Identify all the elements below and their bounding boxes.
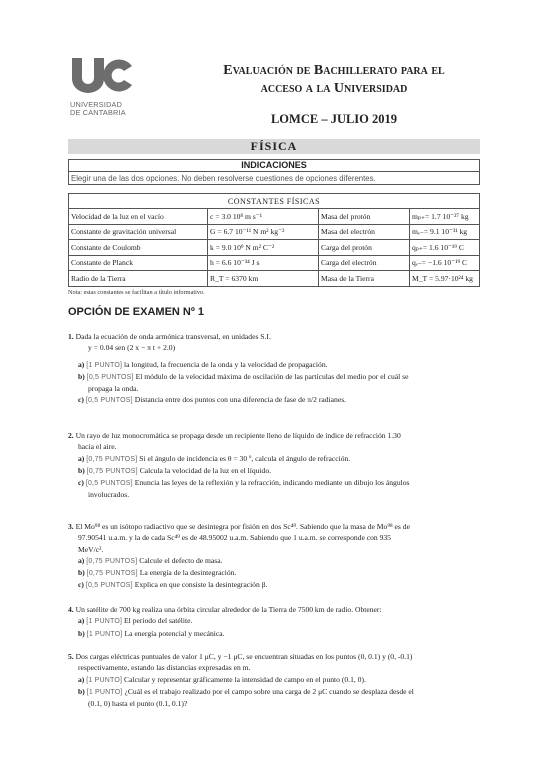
q1-c: Distancia entre dos puntos con una diferencia de fase de π/2 radianes. <box>134 395 347 405</box>
table-cell: R_T = 6370 km <box>208 271 319 287</box>
q2-c-cont: involucrados. <box>88 490 130 500</box>
title-line2: acceso a la Universidad <box>260 81 408 96</box>
q1-b: El módulo de la velocidad máxima de oscilación de las partículas del medio por el cuál se <box>135 371 409 381</box>
points-label: [1 PUNTO] <box>86 688 123 696</box>
points-label: [0,5 PUNTOS] <box>85 397 133 405</box>
logo-text <box>70 101 134 117</box>
q3-stem-cont: 97.90541 u.a.m. y la de cada Sc⁴⁹ es de 48.95002 u.a.m. Sabiendo que 1 u.a.m. se corresponde con 935 <box>78 533 391 543</box>
q4-stem: Un satélite de 700 kg realiza una órbita circular alrededor de la Tierra de 7500 km de radio. Obtener: <box>75 605 382 614</box>
uc-logo-mark <box>70 57 134 93</box>
q1-equation: y = 0.04 sen (2 x − π t + 2.0) <box>88 343 176 353</box>
table-cell: Constante de Coulomb <box>69 240 208 256</box>
table-cell: Masa de la Tierra <box>319 271 410 287</box>
question-5: 5. Dos cargas eléctricas puntuales de valor 1 μC, y −1 μC, se encuentran situadas en los puntos (0, 0.1) y (0, -0.1) respectivamente, estando las distancias expresadas en m. a) [1 PUNTO] Calcular y representar gráficamente la intensidad de campo en el punto (0.1, 0). b) [1 PUNTO] ¿Cuál es el trabajo realizado por el campo sobre una carga de 2 μC cuando se desplaza desde el (0.1, 0) hasta el punto (0.1, 0.1)? <box>68 651 482 709</box>
points-label: [0,75 PUNTOS] <box>86 455 138 463</box>
table-row <box>69 240 480 256</box>
q3-c: Explica en que consiste la desintegración β. <box>134 580 268 590</box>
table-cell: G = 6.7 10⁻¹¹ N m² kg⁻² <box>208 224 319 240</box>
q2-c: Enuncia las leyes de la reflexión y la refracción, indicando mediante un dibujo los ángulos <box>134 478 410 488</box>
table-row <box>69 271 480 287</box>
question-1: 1. Dada la ecuación de onda armónica transversal, en unidades S.I. y = 0.04 sen (2 x − π t + 2.0) a) [1 PUNTO] la longitud, la frecuencia de la onda y la velocidad de propagación. b) [0,5 PUNTOS] El módulo de la velocidad máxima de oscilación de las partículas del medio por el cuál se propaga la onda. c) [0,5 PUNTOS] Distancia entre dos puntos con una diferencia de fase de π/2 radianes. <box>68 331 482 407</box>
table-row <box>69 224 480 240</box>
points-label: [0,5 PUNTOS] <box>85 582 133 590</box>
table-cell: k = 9.0 10⁹ N m² C⁻² <box>208 240 319 256</box>
table-cell: Masa del protón <box>319 209 410 225</box>
q5-a: Calcular y representar gráficamente la intensidad de campo en el punto (0.1, 0). <box>124 674 366 684</box>
title-line1: Evaluación de Bachillerato para el <box>223 63 445 78</box>
question-2: 2. Un rayo de luz monocromática se propaga desde un recipiente lleno de líquido de índice de refracción 1.30 hacia el aire. a) [0,75 PUNTOS] Si el ángulo de incidencia es θ = 30 º, calcula el ángulo de refracción. b) [0,75 PUNTOS] Calcula la velocidad de la luz en el líquido. c) [0,5 PUNTOS] Enuncia las leyes de la reflexión y la refracción, indicando mediante un dibujo los ángulos involucrados. <box>68 430 482 501</box>
question-3: 3. El Mo⁹⁸ es un isótopo radiactivo que se desintegra por fisión en dos Sc⁴⁹. Sabiendo que la masa de Mo⁹⁸ es de 97.90541 u.a.m. y la de cada Sc⁴⁹ es de 48.95002 u.a.m. Sabiendo que 1 u.a.m. se corresponde con 935 MeV/c². a) [0,75 PUNTOS] Calcule el defecto de masa. b) [0,75 PUNTOS] La energía de la desintegración. c) [0,5 PUNTOS] Explica en que consiste la desintegración β. <box>68 521 482 592</box>
q3-b: La energía de la desintegración. <box>139 568 237 578</box>
table-cell: h = 6.6 10⁻³⁴ J s <box>208 255 319 271</box>
q3-a: Calcule el defecto de masa. <box>139 555 223 565</box>
q5-b-cont: (0.1, 0) hasta el punto (0.1, 0.1)? <box>88 699 188 709</box>
table-row <box>69 255 480 271</box>
points-label: [1 PUNTO] <box>86 618 123 626</box>
q5-b: ¿Cuál es el trabajo realizado por el campo sobre una carga de 2 μC cuando se desplaza desde el <box>124 686 414 696</box>
question-4: 4. Un satélite de 700 kg realiza una órbita circular alrededor de la Tierra de 7500 km de radio. Obtener: a) [1 PUNTO] El periodo del satélite. b) [1 PUNTO] La energía potencial y mecánica. <box>68 605 382 638</box>
constants-note: Nota: estas constantes se facilitan a título informativo. <box>68 289 205 296</box>
q5-stem-cont: respectivamente, estando las distancias expresadas en m. <box>78 663 251 673</box>
q4-b: La energía potencial y mecánica. <box>124 628 225 638</box>
table-cell: c = 3.0 10⁸ m s⁻¹ <box>208 209 319 225</box>
points-label: [0,5 PUNTOS] <box>85 480 133 488</box>
indications-title: INDICACIONES <box>69 160 479 172</box>
points-label: [0,75 PUNTOS] <box>86 570 138 578</box>
points-label: [1 PUNTO] <box>86 676 123 684</box>
table-row <box>69 209 480 225</box>
q5-stem: Dos cargas eléctricas puntuales de valor 1 μC, y −1 μC, se encuentran situadas en los puntos (0, 0.1) y (0, -0.1) <box>75 652 413 661</box>
points-label: [1 PUNTO] <box>86 361 123 369</box>
exam-subtitle: LOMCE – JULIO 2019 <box>270 112 398 126</box>
table-cell: mₑ₋= 9.1 10⁻³¹ kg <box>410 224 480 240</box>
university-logo <box>70 57 134 117</box>
points-label: [0,5 PUNTOS] <box>86 373 134 381</box>
subject-bar: FÍSICA <box>68 139 480 154</box>
table-cell: qₑ₋= −1.6 10⁻¹⁹ C <box>410 255 480 271</box>
table-cell: Constante de gravitación universal <box>69 224 208 240</box>
q3-stem: El Mo⁹⁸ es un isótopo radiactivo que se desintegra por fisión en dos Sc⁴⁹. Sabiendo que la masa de Mo⁹⁸ es de <box>75 522 410 531</box>
table-cell: qₚ₊= 1.6 10⁻¹⁹ C <box>410 240 480 256</box>
q1-b-cont: propaga la onda. <box>88 384 139 394</box>
table-cell: Radio de la Tierra <box>69 271 208 287</box>
q1-stem: Dada la ecuación de onda armónica transversal, en unidades S.I. <box>75 332 271 341</box>
logo-line1: UNIVERSIDAD <box>70 100 123 109</box>
table-cell: Constante de Planck <box>69 255 208 271</box>
q1-a: la longitud, la frecuencia de la onda y la velocidad de propagación. <box>124 359 328 369</box>
q4-a: El periodo del satélite. <box>124 616 193 626</box>
table-cell: Carga del protón <box>319 240 410 256</box>
constants-table <box>68 193 480 287</box>
indications-text: Elegir una de las dos opciones. No deben resolverse cuestiones de opciones diferentes. <box>71 174 376 183</box>
section-title: OPCIÓN DE EXAMEN Nº 1 <box>68 306 205 318</box>
indications-box <box>68 159 480 185</box>
logo-line2: DE CANTABRIA <box>70 108 126 117</box>
table-cell: M_T = 5.97·10²⁴ kg <box>410 271 480 287</box>
table-cell: mₚ₊= 1.7 10⁻²⁷ kg <box>410 209 480 225</box>
constants-title: CONSTANTES FÍSICAS <box>69 194 480 209</box>
table-cell: Carga del electrón <box>319 255 410 271</box>
q2-stem-cont: hacia el aire. <box>78 442 117 452</box>
table-cell: Velocidad de la luz en el vacío <box>69 209 208 225</box>
q2-b: Calcula la velocidad de la luz en el líquido. <box>139 465 272 475</box>
points-label: [1 PUNTO] <box>86 630 123 638</box>
q2-a: Si el ángulo de incidencia es θ = 30 º, calcula el ángulo de refracción. <box>139 453 351 463</box>
exam-title <box>184 62 484 98</box>
points-label: [0,75 PUNTOS] <box>86 557 138 565</box>
q2-stem: Un rayo de luz monocromática se propaga desde un recipiente lleno de líquido de índice de refracción 1.30 <box>75 431 401 440</box>
table-cell: Masa del electrón <box>319 224 410 240</box>
q3-stem-cont2: MeV/c². <box>78 544 104 554</box>
points-label: [0,75 PUNTOS] <box>86 467 138 475</box>
